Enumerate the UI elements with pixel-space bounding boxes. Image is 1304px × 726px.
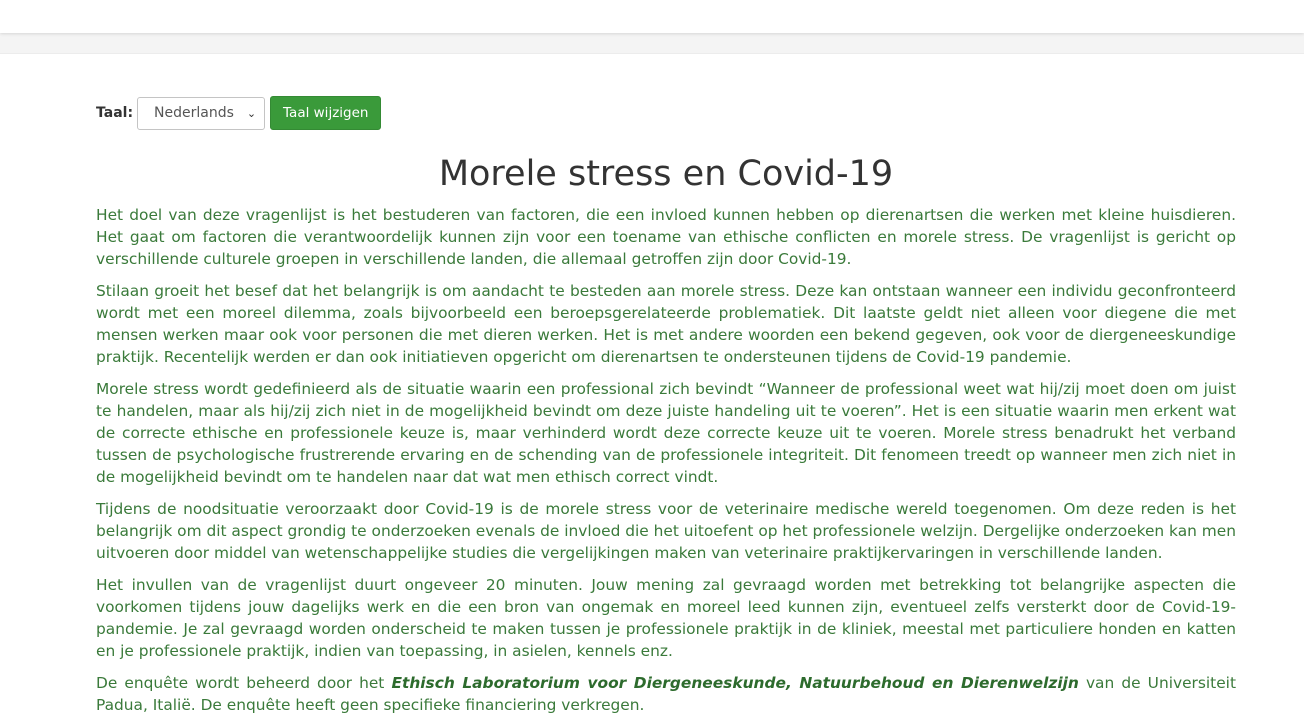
top-navbar (0, 0, 1304, 33)
change-language-button[interactable]: Taal wijzigen (270, 96, 381, 130)
page-title: Morele stress en Covid-19 (438, 154, 894, 194)
laboratory-name: Ethisch Laboratorium voor Diergeneeskunde, Natuurbehoud en Dierenwelzijn (391, 674, 1079, 692)
language-select-value: Nederlands (154, 105, 234, 121)
language-select[interactable] (137, 97, 265, 130)
language-label: Taal: (96, 105, 134, 121)
language-selector-row (96, 96, 381, 130)
intro-paragraph-management (96, 672, 1236, 716)
intro-paragraph: Morele stress wordt gedefinieerd als de situatie waarin een professional zich bevindt “Wanneer de professional weet wat hij/zij moet doen om juist te handelen, maar als hij/zij zich niet in de mogelijkheid bevindt om deze juiste handeling uit te voeren”. Het is een situatie waarin men erkent wat de correcte ethische en professionele keuze is, maar verhinderd wordt deze correcte keuze uit te voeren. Morele stress benadrukt het verband tussen de psychologische frustrerende ervaring en de schending van de professionele integriteit. Dit fenomeen treedt op wanneer men zich niet in de mogelijkheid bevindt om te handelen naar dat wat men ethisch correct vindt. (96, 380, 1236, 486)
intro-paragraph: Tijdens de noodsituatie veroorzaakt door Covid-19 is de morele stress voor de veterinaire medische wereld toegenomen. Om deze reden is het belangrijk om dit aspect grondig te onderzoeken evenals de invloed die het uitoefent op het professionele welzijn. Dergelijke onderzoeken kan men uitvoeren door middel van wetenschappelijke studies die vergelijkingen maken van veterinaire praktijkervaringen in verschillende landen. (96, 500, 1236, 562)
sub-navbar (0, 33, 1304, 54)
intro-paragraph: Het invullen van de vragenlijst duurt ongeveer 20 minuten. Jouw mening zal gevraagd worden met betrekking tot belangrijke aspecten die voorkomen tijdens jouw dagelijks werk en die een bron van ongemak en moreel leed kunnen zijn, eventueel zelfs versterkt door de Covid-19-pandemie. Je zal gevraagd worden onderscheid te maken tussen je professionele praktijk in de kliniek, meestal met particuliere honden en katten en je professionele praktijk, indien van toepassing, in asielen, kennels enz. (96, 576, 1236, 660)
management-text-after: van de Universiteit Padua, Italië. De enquête heeft geen specifieke financiering verkregen. (96, 674, 1236, 714)
intro-paragraph: Stilaan groeit het besef dat het belangrijk is om aandacht te besteden aan morele stress. Deze kan ontstaan wanneer een individu geconfronteerd wordt met een moreel dilemma, zoals bijvoorbeeld een beroepsgerelateerde problematiek. Dit laatste geldt niet alleen voor diegene die met mensen werken maar ook voor personen die met dieren werken. Het is met andere woorden een bekend gegeven, ook voor de diergeneeskundige praktijk. Recentelijk werden er dan ook initiatieven opgericht om dierenartsen te ondersteunen tijdens de Covid-19 pandemie. (96, 282, 1236, 366)
intro-text (96, 204, 1236, 726)
chevron-down-icon: ⌄ (246, 106, 257, 120)
management-text-before: De enquête wordt beheerd door het (96, 674, 392, 692)
intro-paragraph: Het doel van deze vragenlijst is het bestuderen van factoren, die een invloed kunnen hebben op dierenartsen die werken met kleine huisdieren. Het gaat om factoren die verantwoordelijk kunnen zijn voor een toename van ethische conflicten en morele stress. De vragenlijst is gericht op verschillende culturele groepen in verschillende landen, die allemaal getroffen zijn door Covid-19. (96, 206, 1236, 268)
